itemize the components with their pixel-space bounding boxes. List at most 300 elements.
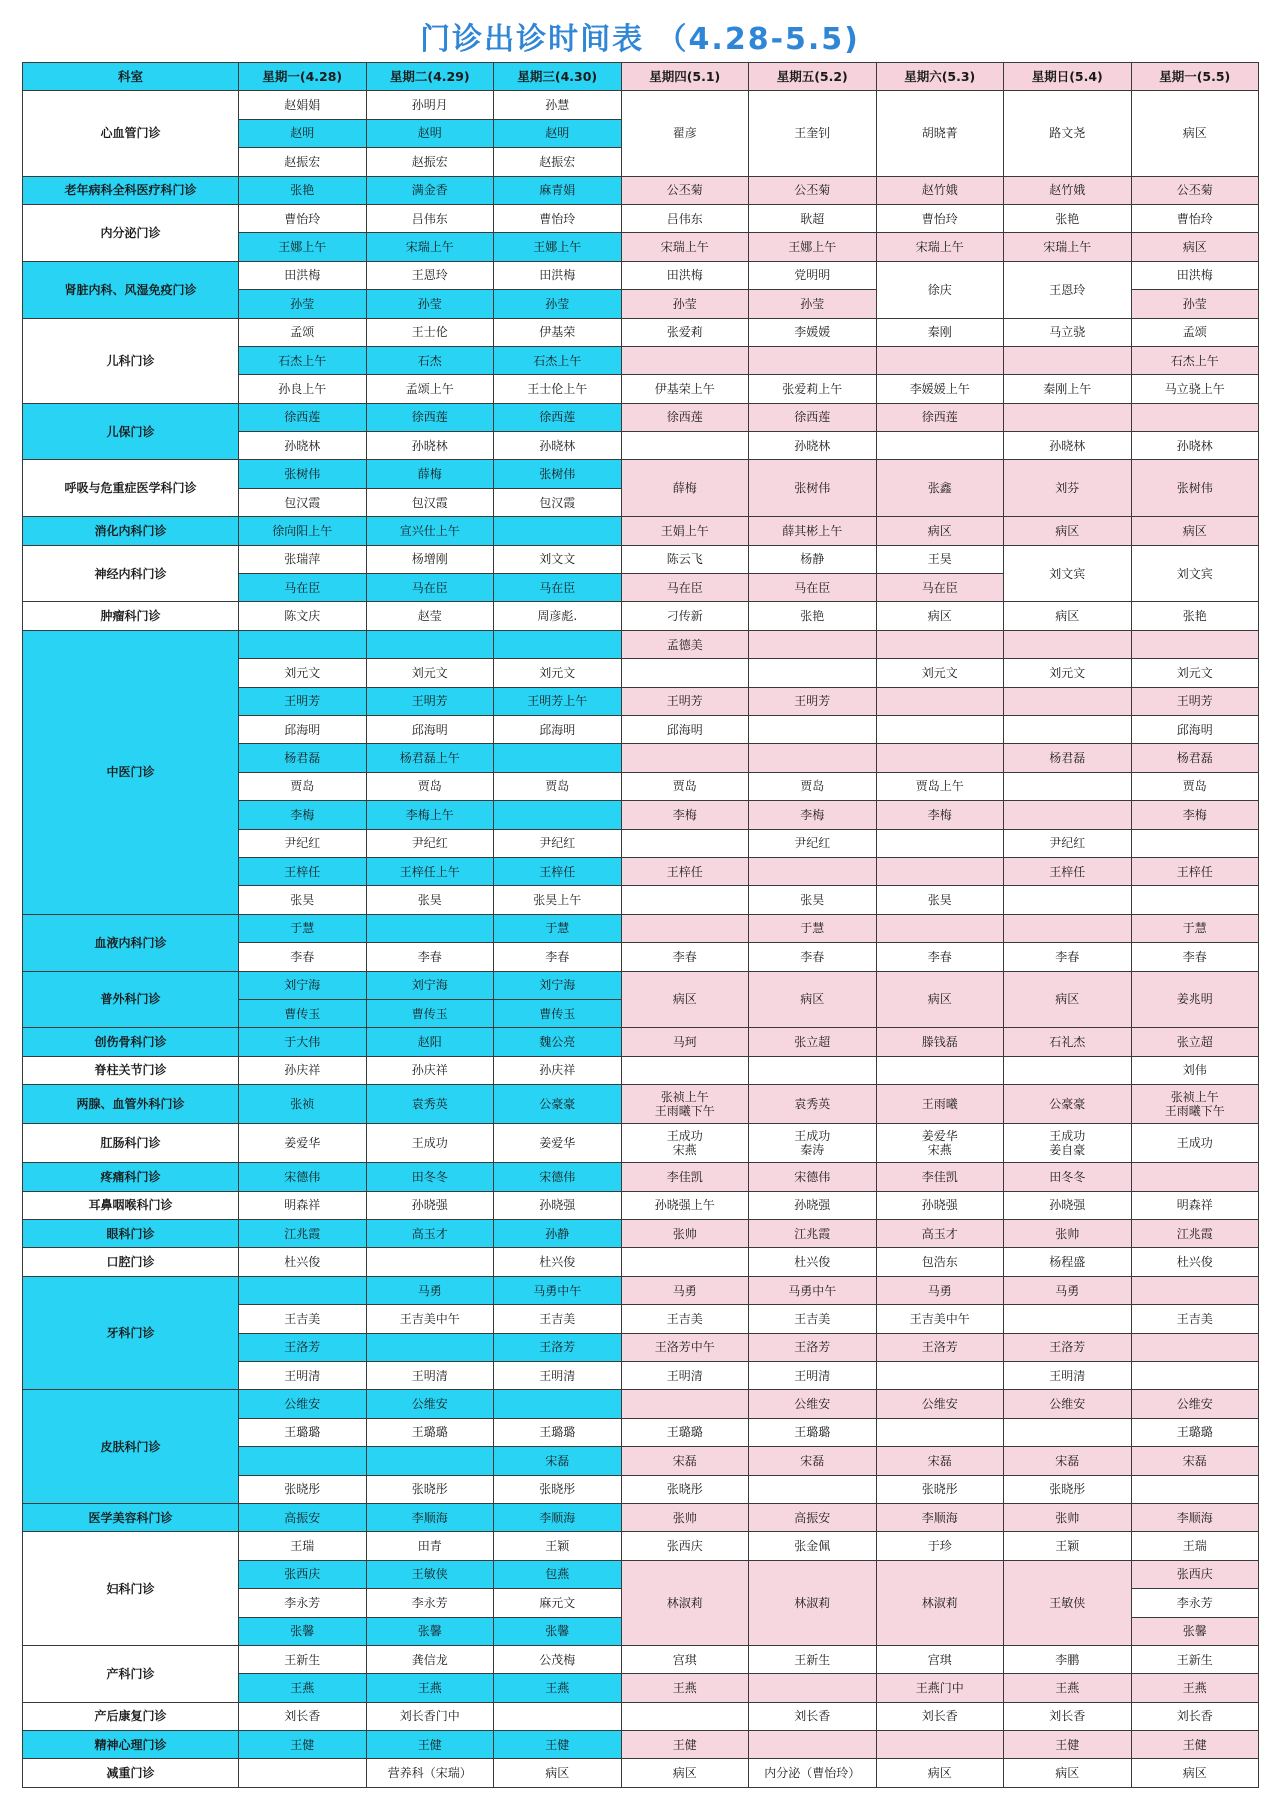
schedule-cell: 刘文文	[494, 545, 622, 573]
schedule-cell	[876, 432, 1004, 460]
schedule-cell: 刘长香	[876, 1702, 1004, 1730]
schedule-cell: 王燕	[494, 1674, 622, 1702]
schedule-cell: 曹传玉	[494, 999, 622, 1027]
schedule-cell: 李梅	[621, 801, 749, 829]
schedule-cell: 宋瑞上午	[1004, 233, 1132, 261]
department-name: 产后康复门诊	[23, 1702, 239, 1730]
schedule-cell: 杨君磊上午	[366, 744, 494, 772]
table-row	[23, 1702, 1259, 1730]
schedule-cell: 李永芳	[366, 1589, 494, 1617]
department-name: 中医门诊	[23, 630, 239, 914]
schedule-cell: 贾岛	[621, 772, 749, 800]
schedule-cell: 张帅	[1004, 1220, 1132, 1248]
schedule-cell: 徐西莲	[621, 403, 749, 431]
schedule-cell: 李春	[749, 943, 877, 971]
schedule-cell	[1004, 1305, 1132, 1333]
schedule-cell: 曹怡玲	[494, 204, 622, 232]
schedule-cell: 王瑞	[239, 1532, 367, 1560]
schedule-cell: 病区	[876, 971, 1004, 1028]
schedule-cell	[1131, 403, 1259, 431]
department-name: 神经内科门诊	[23, 545, 239, 602]
header-day: 星期一(4.28)	[239, 63, 367, 91]
schedule-cell: 王璐璐	[239, 1418, 367, 1446]
table-row	[23, 1731, 1259, 1759]
schedule-cell: 孙晓强	[1004, 1191, 1132, 1219]
schedule-cell: 麻青娟	[494, 176, 622, 204]
schedule-cell: 马勇中午	[749, 1276, 877, 1304]
schedule-cell: 张立超	[749, 1028, 877, 1056]
schedule-cell: 孙晓强	[749, 1191, 877, 1219]
schedule-cell	[621, 829, 749, 857]
schedule-cell	[621, 346, 749, 374]
schedule-cell: 张晓彤	[239, 1475, 367, 1503]
schedule-cell: 王成功 秦涛	[749, 1124, 877, 1163]
schedule-cell: 王健	[1131, 1731, 1259, 1759]
department-name: 产科门诊	[23, 1645, 239, 1702]
schedule-cell	[876, 744, 1004, 772]
schedule-cell	[621, 432, 749, 460]
department-name: 创伤骨科门诊	[23, 1028, 239, 1056]
schedule-cell: 宋磊	[1131, 1447, 1259, 1475]
schedule-cell: 马在臣	[366, 574, 494, 602]
schedule-cell: 王燕门中	[876, 1674, 1004, 1702]
schedule-cell: 徐西莲	[749, 403, 877, 431]
schedule-cell: 王颖	[1004, 1532, 1132, 1560]
schedule-cell	[876, 1056, 1004, 1084]
schedule-cell: 马勇	[876, 1276, 1004, 1304]
schedule-cell: 王健	[239, 1731, 367, 1759]
schedule-cell: 王明芳	[749, 687, 877, 715]
schedule-cell: 路文尧	[1004, 91, 1132, 176]
department-name: 皮肤科门诊	[23, 1390, 239, 1504]
table-row	[23, 1503, 1259, 1531]
schedule-cell	[1004, 630, 1132, 658]
schedule-cell: 王成功	[1131, 1124, 1259, 1163]
schedule-cell: 张晓彤	[876, 1475, 1004, 1503]
schedule-cell: 王洛芳	[749, 1333, 877, 1361]
schedule-cell: 张祯	[239, 1085, 367, 1124]
schedule-cell: 赵振宏	[366, 148, 494, 176]
schedule-cell: 张树伟	[1131, 460, 1259, 517]
table-row	[23, 1191, 1259, 1219]
schedule-cell: 杨程盛	[1004, 1248, 1132, 1276]
schedule-cell: 于慧	[239, 914, 367, 942]
department-name: 儿科门诊	[23, 318, 239, 403]
schedule-cell: 宋磊	[621, 1447, 749, 1475]
schedule-cell: 王梓任	[239, 857, 367, 885]
schedule-cell: 邱海明	[621, 715, 749, 743]
schedule-cell: 孙莹	[1131, 290, 1259, 318]
schedule-cell: 王新生	[239, 1645, 367, 1673]
schedule-cell: 张爱莉	[621, 318, 749, 346]
department-name: 普外科门诊	[23, 971, 239, 1028]
schedule-cell: 刘宁海	[239, 971, 367, 999]
schedule-cell: 王新生	[749, 1645, 877, 1673]
schedule-cell: 公丕菊	[749, 176, 877, 204]
schedule-cell: 病区	[749, 971, 877, 1028]
schedule-cell: 病区	[494, 1759, 622, 1787]
schedule-cell: 孟颂	[239, 318, 367, 346]
schedule-cell: 张晓彤	[366, 1475, 494, 1503]
schedule-cell: 吕伟东	[366, 204, 494, 232]
schedule-cell: 翟彦	[621, 91, 749, 176]
schedule-cell	[749, 1056, 877, 1084]
schedule-cell	[621, 659, 749, 687]
header-day: 星期二(4.29)	[366, 63, 494, 91]
schedule-cell: 江兆霞	[1131, 1220, 1259, 1248]
schedule-cell: 魏公亮	[494, 1028, 622, 1056]
table-row	[23, 1056, 1259, 1084]
schedule-cell: 于慧	[1131, 914, 1259, 942]
table-row	[23, 1124, 1259, 1163]
schedule-cell: 王昊	[876, 545, 1004, 573]
schedule-cell: 王明清	[1004, 1362, 1132, 1390]
schedule-cell: 包燕	[494, 1560, 622, 1588]
schedule-cell: 邱海明	[494, 715, 622, 743]
schedule-cell: 王璐璐	[494, 1418, 622, 1446]
schedule-cell	[621, 1390, 749, 1418]
schedule-cell: 党明明	[749, 261, 877, 289]
schedule-cell	[494, 744, 622, 772]
schedule-cell: 马在臣	[876, 574, 1004, 602]
schedule-cell: 邱海明	[1131, 715, 1259, 743]
department-name: 内分泌门诊	[23, 204, 239, 261]
schedule-cell: 王士伦上午	[494, 375, 622, 403]
schedule-cell: 刘长香	[749, 1702, 877, 1730]
schedule-cell: 尹纪红	[1004, 829, 1132, 857]
schedule-cell: 张艳	[1131, 602, 1259, 630]
schedule-cell: 王娜上午	[749, 233, 877, 261]
schedule-cell: 李春	[1131, 943, 1259, 971]
schedule-cell: 王健	[621, 1731, 749, 1759]
schedule-cell: 公维安	[239, 1390, 367, 1418]
department-name: 医学美容科门诊	[23, 1503, 239, 1531]
department-name: 妇科门诊	[23, 1532, 239, 1646]
schedule-cell: 杨增刚	[366, 545, 494, 573]
schedule-cell: 徐向阳上午	[239, 517, 367, 545]
schedule-cell: 刘长香门中	[366, 1702, 494, 1730]
schedule-cell: 曹怡玲	[239, 204, 367, 232]
schedule-cell	[876, 687, 1004, 715]
schedule-cell: 江兆霞	[749, 1220, 877, 1248]
schedule-cell: 周彦彪.	[494, 602, 622, 630]
schedule-cell: 孙良上午	[239, 375, 367, 403]
schedule-cell: 袁秀英	[366, 1085, 494, 1124]
schedule-cell: 尹纪红	[366, 829, 494, 857]
schedule-cell: 病区	[621, 971, 749, 1028]
schedule-cell: 陈文庆	[239, 602, 367, 630]
schedule-cell: 王梓任	[494, 857, 622, 885]
schedule-cell: 病区	[1004, 971, 1132, 1028]
header-row	[23, 63, 1259, 91]
schedule-cell	[749, 1731, 877, 1759]
schedule-cell: 公豪豪	[494, 1085, 622, 1124]
schedule-cell: 石杰上午	[239, 346, 367, 374]
schedule-cell: 病区	[621, 1759, 749, 1787]
schedule-cell: 伊基荣	[494, 318, 622, 346]
schedule-cell: 王吉美	[239, 1305, 367, 1333]
department-name: 口腔门诊	[23, 1248, 239, 1276]
schedule-cell: 石杰上午	[1131, 346, 1259, 374]
header-day: 星期日(5.4)	[1004, 63, 1132, 91]
schedule-cell: 杨静	[749, 545, 877, 573]
schedule-cell: 杨君磊	[1131, 744, 1259, 772]
schedule-cell: 宋德伟	[239, 1163, 367, 1191]
schedule-cell: 张晓彤	[494, 1475, 622, 1503]
schedule-cell	[1131, 1362, 1259, 1390]
schedule-cell: 滕钱磊	[876, 1028, 1004, 1056]
schedule-cell: 张树伟	[239, 460, 367, 488]
schedule-cell: 于珍	[876, 1532, 1004, 1560]
schedule-cell: 刘元文	[1131, 659, 1259, 687]
schedule-cell: 张艳	[239, 176, 367, 204]
schedule-cell: 林淑莉	[876, 1560, 1004, 1645]
schedule-cell: 杨君磊	[1004, 744, 1132, 772]
schedule-cell	[1004, 687, 1132, 715]
schedule-cell: 贾岛上午	[876, 772, 1004, 800]
department-name: 眼科门诊	[23, 1220, 239, 1248]
schedule-cell: 病区	[876, 517, 1004, 545]
schedule-cell: 公维安	[366, 1390, 494, 1418]
schedule-cell: 马珂	[621, 1028, 749, 1056]
schedule-cell: 邱海明	[366, 715, 494, 743]
schedule-cell: 宋瑞上午	[366, 233, 494, 261]
table-row	[23, 1532, 1259, 1560]
schedule-cell: 林淑莉	[749, 1560, 877, 1645]
schedule-cell: 公豪豪	[1004, 1085, 1132, 1124]
schedule-cell: 李顺海	[876, 1503, 1004, 1531]
schedule-cell	[876, 346, 1004, 374]
schedule-cell: 孙庆祥	[239, 1056, 367, 1084]
schedule-cell: 王璐璐	[366, 1418, 494, 1446]
schedule-cell: 李媛媛上午	[876, 375, 1004, 403]
schedule-cell	[494, 630, 622, 658]
schedule-cell: 于慧	[494, 914, 622, 942]
schedule-cell: 王奎钊	[749, 91, 877, 176]
department-name: 心血管门诊	[23, 91, 239, 176]
schedule-cell: 薛梅	[366, 460, 494, 488]
schedule-cell	[366, 630, 494, 658]
schedule-cell: 宋瑞上午	[876, 233, 1004, 261]
table-row	[23, 1276, 1259, 1304]
schedule-cell: 王娜上午	[239, 233, 367, 261]
schedule-cell: 杜兴俊	[749, 1248, 877, 1276]
schedule-cell	[1004, 801, 1132, 829]
schedule-cell: 王颖	[494, 1532, 622, 1560]
department-name: 肛肠科门诊	[23, 1124, 239, 1163]
schedule-cell: 孙晓林	[1131, 432, 1259, 460]
schedule-cell: 袁秀英	[749, 1085, 877, 1124]
schedule-cell: 田洪梅	[239, 261, 367, 289]
schedule-cell: 贾岛	[494, 772, 622, 800]
schedule-cell: 王吉美	[1131, 1305, 1259, 1333]
table-row	[23, 1163, 1259, 1191]
schedule-cell: 刘文宾	[1004, 545, 1132, 602]
table-row	[23, 318, 1259, 346]
department-name: 肿瘤科门诊	[23, 602, 239, 630]
schedule-cell: 张艳	[749, 602, 877, 630]
schedule-cell	[876, 715, 1004, 743]
schedule-cell: 张昊	[749, 886, 877, 914]
schedule-cell: 杜兴俊	[1131, 1248, 1259, 1276]
schedule-cell: 王新生	[1131, 1645, 1259, 1673]
header-department: 科室	[23, 63, 239, 91]
schedule-cell: 王梓任	[621, 857, 749, 885]
schedule-cell: 伊基荣上午	[621, 375, 749, 403]
schedule-cell: 尹纪红	[494, 829, 622, 857]
schedule-cell: 张西庆	[1131, 1560, 1259, 1588]
table-row	[23, 460, 1259, 488]
schedule-cell: 病区	[1004, 1759, 1132, 1787]
schedule-cell: 张帅	[1004, 1503, 1132, 1531]
schedule-cell: 王娟上午	[621, 517, 749, 545]
schedule-cell: 病区	[1131, 91, 1259, 176]
schedule-cell: 王燕	[1131, 1674, 1259, 1702]
schedule-cell: 徐西莲	[876, 403, 1004, 431]
schedule-cell: 徐西莲	[494, 403, 622, 431]
schedule-cell: 马在臣	[621, 574, 749, 602]
schedule-cell	[876, 1362, 1004, 1390]
schedule-cell: 李梅	[876, 801, 1004, 829]
schedule-cell: 曹怡玲	[876, 204, 1004, 232]
schedule-cell	[1004, 403, 1132, 431]
schedule-cell: 于大伟	[239, 1028, 367, 1056]
schedule-cell: 王梓任上午	[366, 857, 494, 885]
schedule-cell	[366, 1447, 494, 1475]
schedule-cell: 田洪梅	[621, 261, 749, 289]
department-name: 精神心理门诊	[23, 1731, 239, 1759]
schedule-cell: 刘宁海	[366, 971, 494, 999]
header-day: 星期三(4.30)	[494, 63, 622, 91]
table-row	[23, 545, 1259, 573]
schedule-cell: 公维安	[1131, 1390, 1259, 1418]
schedule-cell: 王健	[366, 1731, 494, 1759]
schedule-cell: 赵竹娥	[876, 176, 1004, 204]
schedule-cell: 王明芳	[366, 687, 494, 715]
schedule-cell: 包浩东	[876, 1248, 1004, 1276]
schedule-cell: 王瑞	[1131, 1532, 1259, 1560]
schedule-cell: 赵振宏	[494, 148, 622, 176]
schedule-cell: 张晓彤	[621, 1475, 749, 1503]
schedule-cell: 姜兆明	[1131, 971, 1259, 1028]
schedule-cell: 王恩玲	[366, 261, 494, 289]
schedule-cell	[1131, 1475, 1259, 1503]
schedule-cell	[876, 630, 1004, 658]
schedule-cell: 麻元文	[494, 1589, 622, 1617]
schedule-cell	[749, 659, 877, 687]
schedule-cell: 张西庆	[621, 1532, 749, 1560]
schedule-cell: 张爱莉上午	[749, 375, 877, 403]
schedule-cell: 内分泌（曹怡玲）	[749, 1759, 877, 1787]
schedule-cell	[494, 801, 622, 829]
schedule-cell: 刘长香	[1131, 1702, 1259, 1730]
schedule-cell: 孙庆祥	[366, 1056, 494, 1084]
schedule-cell: 王明清	[749, 1362, 877, 1390]
schedule-cell: 王燕	[621, 1674, 749, 1702]
schedule-cell: 杜兴俊	[239, 1248, 367, 1276]
schedule-cell: 王敏侠	[1004, 1560, 1132, 1645]
schedule-cell: 贾岛	[749, 772, 877, 800]
schedule-cell: 王敏侠	[366, 1560, 494, 1588]
schedule-cell: 姜爱华	[494, 1124, 622, 1163]
table-row	[23, 602, 1259, 630]
schedule-cell: 石礼杰	[1004, 1028, 1132, 1056]
schedule-cell: 尹纪红	[239, 829, 367, 857]
schedule-cell: 薛梅	[621, 460, 749, 517]
schedule-cell	[239, 1276, 367, 1304]
schedule-cell: 刘宁海	[494, 971, 622, 999]
table-row	[23, 1085, 1259, 1124]
schedule-cell: 张馨	[1131, 1617, 1259, 1645]
schedule-cell	[621, 914, 749, 942]
department-name: 呼吸与危重症医学科门诊	[23, 460, 239, 517]
schedule-cell	[749, 1674, 877, 1702]
schedule-cell: 张瑞萍	[239, 545, 367, 573]
schedule-cell: 宫琪	[621, 1645, 749, 1673]
schedule-cell: 刘伟	[1131, 1056, 1259, 1084]
schedule-cell: 马勇	[1004, 1276, 1132, 1304]
schedule-cell: 张晓彤	[1004, 1475, 1132, 1503]
schedule-cell	[1004, 886, 1132, 914]
table-row	[23, 403, 1259, 431]
schedule-cell: 病区	[876, 602, 1004, 630]
schedule-cell: 王士伦	[366, 318, 494, 346]
schedule-cell: 曹传玉	[239, 999, 367, 1027]
schedule-cell: 张馨	[494, 1617, 622, 1645]
schedule-cell: 李春	[876, 943, 1004, 971]
schedule-cell: 张艳	[1004, 204, 1132, 232]
schedule-cell: 王成功	[366, 1124, 494, 1163]
schedule-cell: 公丕菊	[621, 176, 749, 204]
schedule-cell: 吕伟东	[621, 204, 749, 232]
schedule-cell: 张帅	[621, 1220, 749, 1248]
schedule-cell: 王燕	[1004, 1674, 1132, 1702]
schedule-cell	[239, 630, 367, 658]
schedule-body	[23, 91, 1259, 1787]
schedule-cell: 公维安	[749, 1390, 877, 1418]
schedule-cell: 胡晓菁	[876, 91, 1004, 176]
table-row	[23, 630, 1259, 658]
schedule-cell: 田洪梅	[1131, 261, 1259, 289]
schedule-cell: 赵明	[494, 119, 622, 147]
schedule-cell: 孙晓林	[239, 432, 367, 460]
schedule-cell: 马勇中午	[494, 1276, 622, 1304]
schedule-cell: 刘元文	[494, 659, 622, 687]
schedule-cell: 马在臣	[239, 574, 367, 602]
schedule-cell: 邱海明	[239, 715, 367, 743]
schedule-cell: 刘元文	[876, 659, 1004, 687]
department-name: 两腺、血管外科门诊	[23, 1085, 239, 1124]
schedule-cell: 孙晓强	[366, 1191, 494, 1219]
schedule-cell	[749, 744, 877, 772]
schedule-cell: 田冬冬	[1004, 1163, 1132, 1191]
schedule-cell: 孙晓强	[494, 1191, 622, 1219]
schedule-cell: 孙晓林	[494, 432, 622, 460]
schedule-cell: 王璐璐	[1131, 1418, 1259, 1446]
schedule-cell	[1131, 1276, 1259, 1304]
schedule-cell: 马在臣	[494, 574, 622, 602]
schedule-cell: 王明清	[366, 1362, 494, 1390]
schedule-cell: 公维安	[876, 1390, 1004, 1418]
schedule-cell: 王吉美	[749, 1305, 877, 1333]
schedule-cell: 王明芳	[239, 687, 367, 715]
schedule-cell: 宋磊	[494, 1447, 622, 1475]
schedule-cell	[1004, 346, 1132, 374]
schedule-cell	[366, 1333, 494, 1361]
schedule-cell: 张鑫	[876, 460, 1004, 517]
schedule-cell: 赵阳	[366, 1028, 494, 1056]
schedule-cell: 孙莹	[749, 290, 877, 318]
